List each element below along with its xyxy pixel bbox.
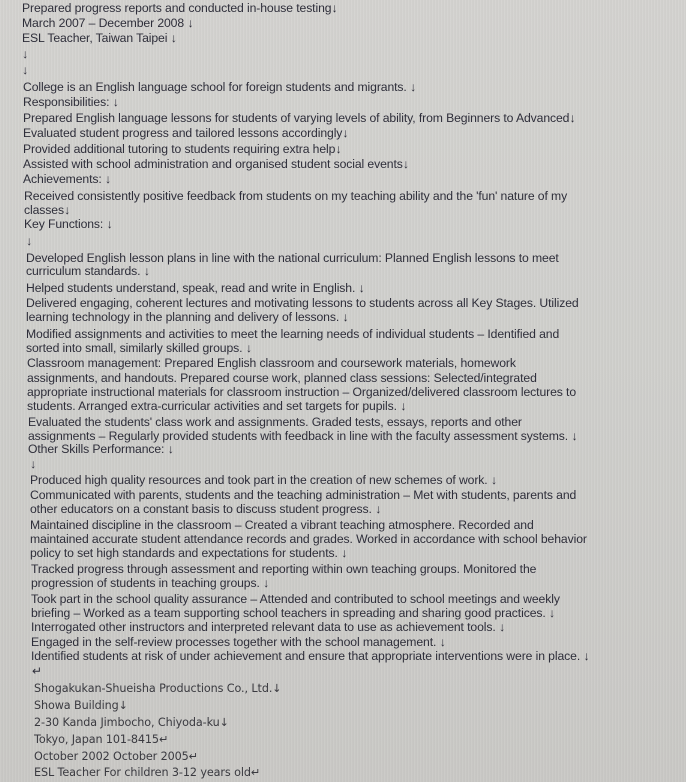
text-line: progression of students in teaching groups. ↓ [31,576,270,590]
company-name: Shogakukan-Shueisha Productions Co., Ltd.↓ [34,682,282,695]
text-line: policy to set high standards and expectations for students. ↓ [30,546,348,560]
text-line: ↓ [26,234,32,248]
text-line: Produced high quality resources and took part in the creation of new schemes of work. ↓ [30,473,497,487]
text-line: Identified students at risk of under achievement and ensure that appropriate interventions were in place. ↓ [31,649,590,663]
text-line: learning technology in the planning and delivery of lessons. ↓ [26,310,349,324]
text-line: appropriate instructional materials for classroom instruction – Organized/delivered classroom lectures to [27,385,577,399]
text-line: other educators on a constant basis to discuss student progress. ↓ [30,502,382,516]
text-line: curriculum standards. ↓ [26,264,150,278]
text-line: Maintained discipline in the classroom – Created a vibrant teaching atmosphere. Recorded and [30,518,534,532]
text-line: sorted into small, similarly skilled groups. ↓ [26,341,252,355]
text-line: Provided additional tutoring to students requiring extra help↓ [23,142,342,156]
text-line: Classroom management: Prepared English classroom and coursework materials, homework [27,356,516,370]
text-line: March 2007 – December 2008 ↓ [22,16,194,30]
employment-dates: October 2002 October 2005↵ [34,750,198,763]
text-line: Tracked progress through assessment and reporting within own teaching groups. Monitored the [31,562,537,576]
text-line: ↓ [30,457,36,471]
text-line: briefing – Worked as a team supporting school teachers in spreading and sharing good practices. ↓ [31,606,555,620]
text-line: assignments – Regularly provided students with feedback in line with the faculty assessment systems. ↓ [28,429,578,443]
text-line: assignments, and handouts. Prepared course work, planned class sessions: Selected/integrated [27,371,537,385]
text-line: Prepared English language lessons for students of varying levels of ability, from Beginners to Advanced↓ [23,111,576,125]
section-label-achievements: Achievements: ↓ [23,172,111,186]
text-line: ↵ [32,664,43,678]
text-line: ↓ [22,63,28,77]
text-line: Engaged in the self-review processes together with the school management. ↓ [31,635,446,649]
job-title: ESL Teacher For children 3-12 years old↵ [34,766,261,779]
text-line: Interrogated other instructors and interpreted relevant data to use as achievement tools. ↓ [31,620,505,634]
text-line: ESL Teacher, Taiwan Taipei ↓ [22,31,177,45]
text-line: Assisted with school administration and organised student social events↓ [23,157,409,171]
section-label-key-functions: Key Functions: ↓ [24,217,113,231]
text-line: ↓ [22,47,28,61]
text-line: Received consistently positive feedback from students on my teaching ability and the 'fun' nature of my [24,189,568,203]
text-line: College is an English language school for foreign students and migrants. ↓ [23,80,416,94]
text-line: Prepared progress reports and conducted in-house testing↓ [22,1,338,15]
text-line: Took part in the school quality assurance – Attended and contributed to school meetings and weekly [31,592,560,606]
text-line: Evaluated the students' class work and assignments. Graded tests, essays, reports and other [28,415,522,429]
text-line: classes↓ [24,203,70,217]
company-city: Tokyo, Japan 101-8415↵ [34,733,169,746]
text-line: Evaluated student progress and tailored lessons accordingly↓ [23,126,349,140]
section-label-other-skills: Other Skills Performance: ↓ [28,442,174,456]
section-label-responsibilities: Responsibilities: ↓ [23,95,119,109]
text-line: Delivered engaging, coherent lectures and motivating lessons to students across all Key Stages. Utilized [26,296,579,310]
text-line: Helped students understand, speak, read and write in English. ↓ [26,281,365,295]
text-line: Modified assignments and activities to meet the learning needs of individual students – Identified and [26,327,560,341]
company-address: 2-30 Kanda Jimbocho, Chiyoda-ku↓ [34,716,229,729]
text-line: Developed English lesson plans in line with the national curriculum: Planned English lessons to meet [26,251,559,265]
text-line: Communicated with parents, students and the teaching administration – Met with students, parents and [30,488,577,502]
text-line: maintained accurate student attendance records and grades. Worked in accordance with school behavior [30,532,587,546]
company-building: Showa Building↓ [34,699,128,712]
text-line: students. Arranged extra-curricular activities and set targets for pupils. ↓ [27,399,407,413]
